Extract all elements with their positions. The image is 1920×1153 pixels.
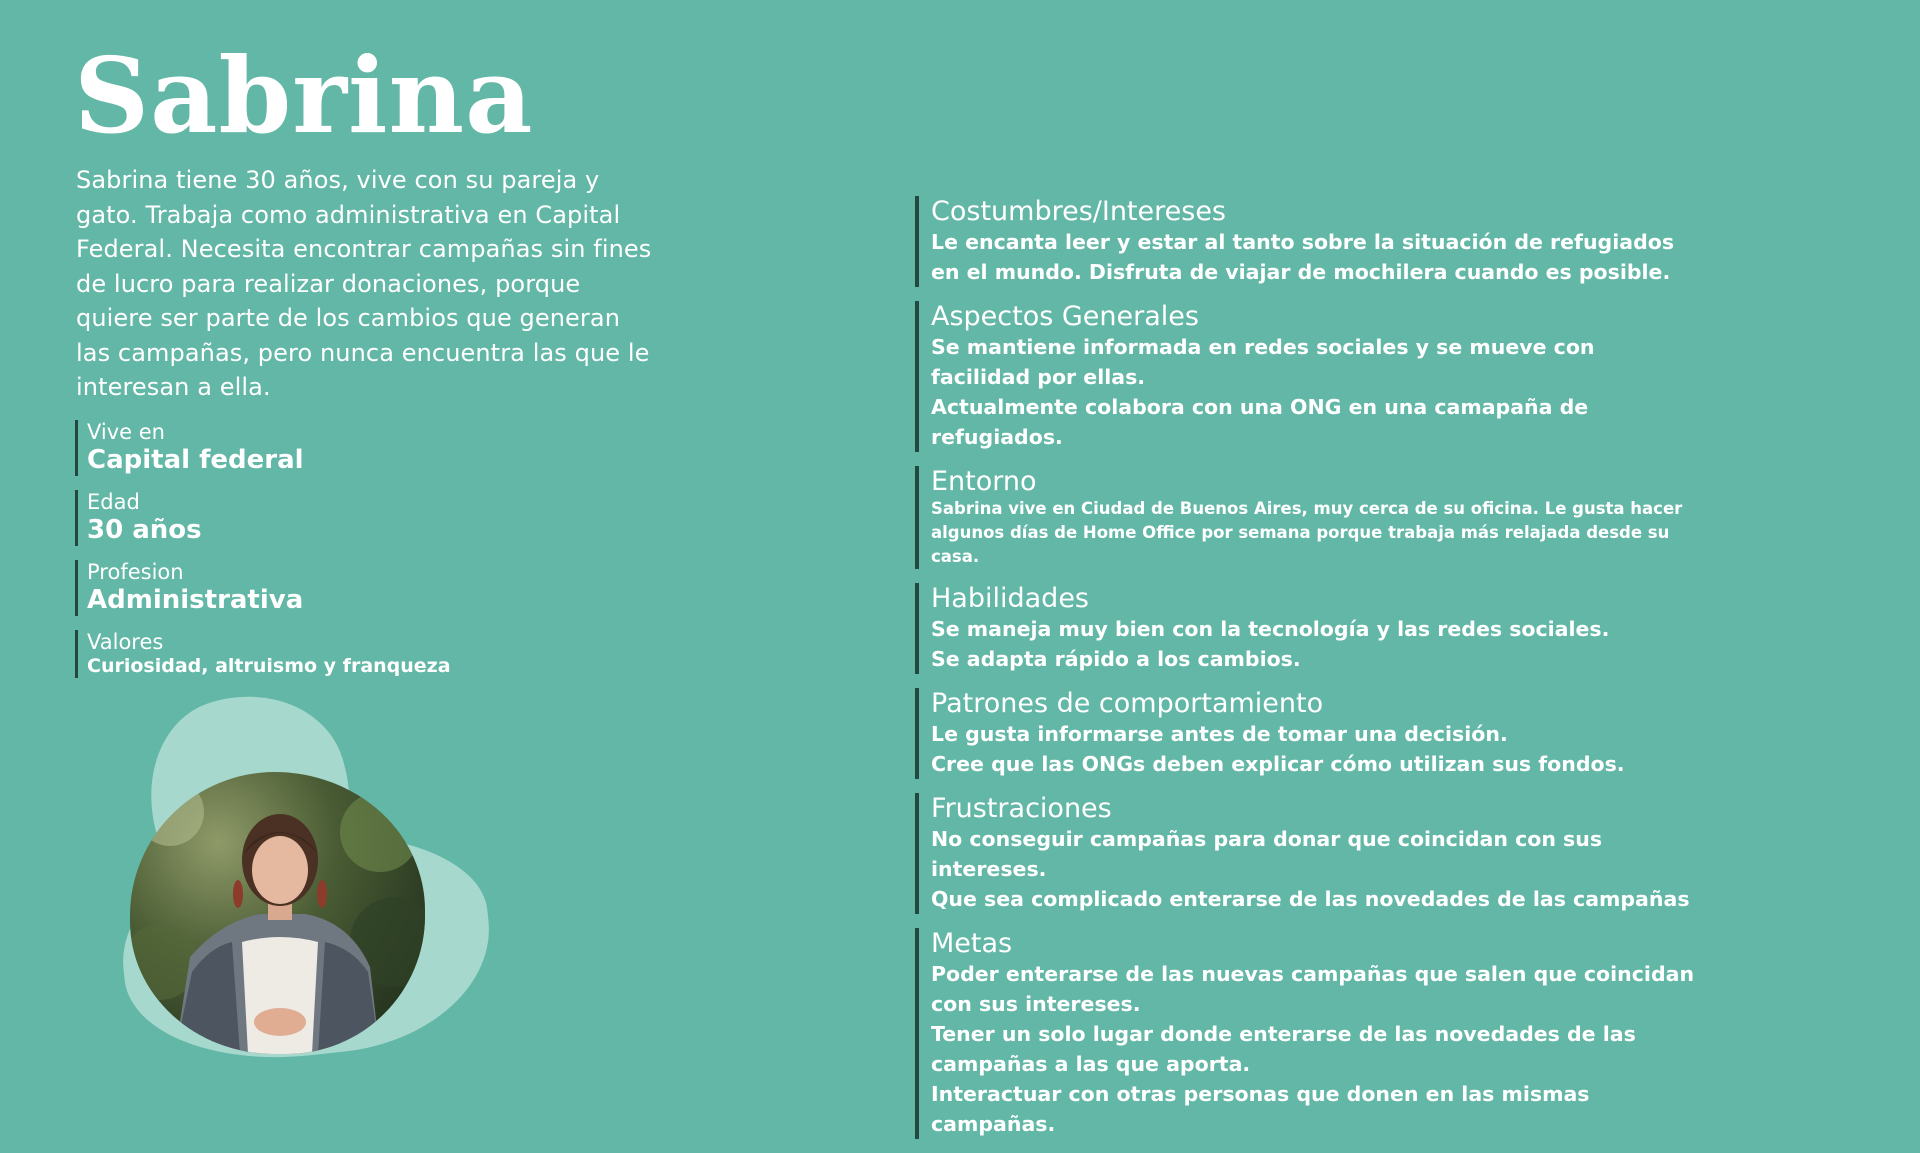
section-text: Que sea complicado enterarse de las novedades de las campañas — [931, 887, 1690, 911]
section-text: No conseguir campañas para donar que coincidan con sus intereses. — [931, 827, 1603, 881]
section-title: Aspectos Generales — [931, 301, 1199, 332]
persona-sections — [915, 196, 1695, 1153]
fact-location — [75, 420, 635, 476]
fact-values — [75, 630, 635, 678]
persona-name: Sabrina — [74, 34, 534, 157]
section-text: Actualmente colabora con una ONG en una camapaña de refugiados. — [931, 395, 1589, 449]
section-text: Poder enterarse de las nuevas campañas que salen que coincidan con sus intereses. — [931, 962, 1695, 1016]
section-interests — [915, 196, 1695, 287]
section-text: Interactuar con otras personas que donen en las mismas campañas. — [931, 1082, 1590, 1136]
section-title: Patrones de comportamiento — [931, 688, 1324, 719]
section-title: Frustraciones — [931, 793, 1112, 824]
fact-profession — [75, 560, 635, 616]
section-title: Costumbres/Intereses — [931, 196, 1226, 227]
section-text: Le gusta informarse antes de tomar una decisión. — [931, 722, 1508, 746]
fact-value: Administrativa — [87, 585, 304, 615]
section-general-aspects — [915, 301, 1695, 452]
section-text: Le encanta leer y estar al tanto sobre la situación de refugiados en el mundo. Disfruta de viajar de mochilera cuando es posible. — [931, 230, 1675, 284]
section-title: Metas — [931, 928, 1013, 959]
section-text: Se mantiene informada en redes sociales y se mueve con facilidad por ellas. — [931, 335, 1595, 389]
section-skills — [915, 583, 1695, 674]
persona-intro: Sabrina tiene 30 años, vive con su pareja y gato. Trabaja como administrativa en Capital Federal. Necesita encontrar campañas sin fines de lucro para realizar donaciones, porque quiere ser parte de los cambios que generan las campañas, pero nunca encuentra las que le interesan a ella. — [76, 166, 652, 401]
fact-value: Capital federal — [87, 445, 304, 475]
section-title: Entorno — [931, 466, 1037, 497]
fact-value: Curiosidad, altruismo y franqueza — [87, 655, 451, 677]
section-text: Se adapta rápido a los cambios. — [931, 647, 1301, 671]
section-title: Habilidades — [931, 583, 1089, 614]
section-text: Se maneja muy bien con la tecnología y las redes sociales. — [931, 617, 1610, 641]
section-frustrations — [915, 793, 1695, 914]
section-text: Tener un solo lugar donde enterarse de las novedades de las campañas a las que aporta. — [931, 1022, 1636, 1076]
fact-label: Vive en — [87, 420, 165, 444]
section-environment — [915, 466, 1695, 569]
section-text: Cree que las ONGs deben explicar cómo utilizan sus fondos. — [931, 752, 1625, 776]
section-behavior-patterns — [915, 688, 1695, 779]
fact-label: Profesion — [87, 560, 184, 584]
persona-photo — [130, 772, 425, 1054]
section-goals — [915, 928, 1695, 1139]
persona-photo-icon — [130, 772, 425, 1054]
fact-label: Valores — [87, 630, 164, 654]
persona-facts — [75, 420, 635, 692]
fact-value: 30 años — [87, 515, 202, 545]
section-text: Sabrina vive en Ciudad de Buenos Aires, muy cerca de su oficina. Le gusta hacer algunos días de Home Office por semana porque trabaja más relajada desde su casa. — [931, 499, 1683, 566]
fact-age — [75, 490, 635, 546]
fact-label: Edad — [87, 490, 140, 514]
